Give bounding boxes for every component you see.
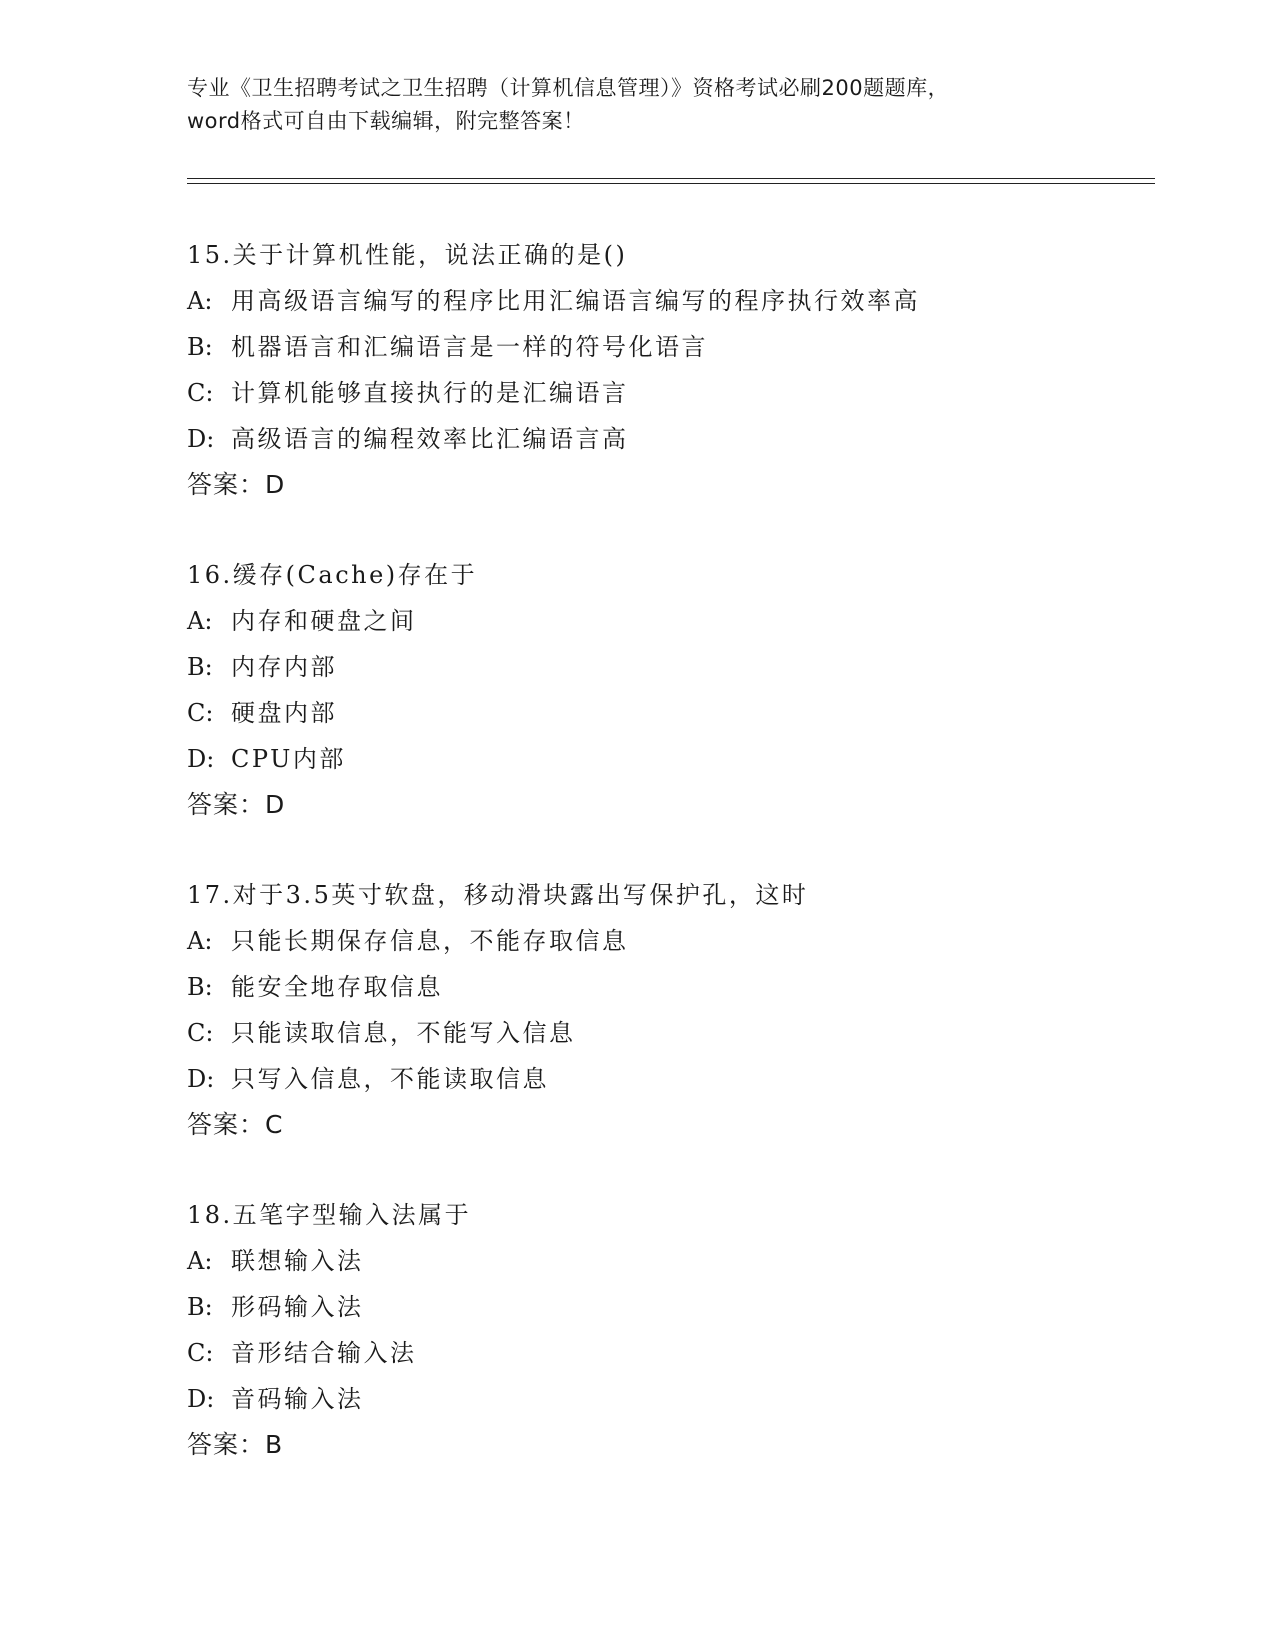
question-15 (187, 232, 1147, 508)
option-letter: B: (187, 653, 213, 681)
answer-label: 答案：D (187, 470, 286, 499)
question-17 (187, 872, 1147, 1148)
option-letter: A: (187, 607, 213, 635)
option-text: 内存和硬盘之间 (231, 607, 417, 635)
option-letter: C: (187, 699, 214, 727)
question-stem: 15.关于计算机性能，说法正确的是() (187, 241, 628, 269)
option-d (187, 1056, 1147, 1102)
option-a (187, 278, 1147, 324)
option-letter: A: (187, 287, 213, 315)
header-title-line-2: word格式可自由下载编辑，附完整答案！ (187, 109, 585, 133)
option-c (187, 370, 1147, 416)
option-letter: D: (187, 425, 215, 453)
option-text: 音码输入法 (231, 1385, 364, 1413)
document-header (187, 72, 1087, 138)
option-b (187, 324, 1147, 370)
option-text: 音形结合输入法 (231, 1339, 417, 1367)
option-c (187, 1330, 1147, 1376)
option-text: 联想输入法 (231, 1247, 364, 1275)
option-letter: D: (187, 1385, 215, 1413)
option-text: 形码输入法 (231, 1293, 364, 1321)
option-d (187, 736, 1147, 782)
option-a (187, 918, 1147, 964)
option-a (187, 1238, 1147, 1284)
option-text: 高级语言的编程效率比汇编语言高 (231, 425, 629, 453)
option-text: 计算机能够直接执行的是汇编语言 (231, 379, 629, 407)
option-text: 能安全地存取信息 (231, 973, 443, 1001)
option-text: 内存内部 (231, 653, 337, 681)
option-letter: D: (187, 1065, 215, 1093)
option-text: 机器语言和汇编语言是一样的符号化语言 (231, 333, 708, 361)
option-d (187, 416, 1147, 462)
option-letter: A: (187, 1247, 213, 1275)
option-letter: D: (187, 745, 215, 773)
header-title-line-1: 专业《卫生招聘考试之卫生招聘（计算机信息管理）》资格考试必刷200题题库， (187, 76, 950, 100)
header-divider-top (187, 178, 1155, 179)
option-c (187, 690, 1147, 736)
option-letter: C: (187, 1019, 214, 1047)
option-text: 只能长期保存信息，不能存取信息 (231, 927, 629, 955)
option-text: 只写入信息，不能读取信息 (231, 1065, 549, 1093)
option-b (187, 644, 1147, 690)
option-c (187, 1010, 1147, 1056)
option-letter: C: (187, 1339, 214, 1367)
option-d (187, 1376, 1147, 1422)
option-text: 只能读取信息，不能写入信息 (231, 1019, 576, 1047)
option-text: CPU内部 (231, 745, 346, 773)
option-letter: C: (187, 379, 214, 407)
option-a (187, 598, 1147, 644)
answer-label: 答案：B (187, 1430, 284, 1459)
answer-label: 答案：C (187, 1110, 284, 1139)
option-letter: B: (187, 973, 213, 1001)
header-divider-bottom (187, 183, 1155, 184)
option-b (187, 1284, 1147, 1330)
question-18 (187, 1192, 1147, 1468)
option-letter: B: (187, 333, 213, 361)
question-stem: 16.缓存(Cache)存在于 (187, 561, 478, 589)
option-text: 硬盘内部 (231, 699, 337, 727)
question-stem: 18.五笔字型输入法属于 (187, 1201, 472, 1229)
option-letter: A: (187, 927, 213, 955)
option-b (187, 964, 1147, 1010)
question-16 (187, 552, 1147, 828)
option-letter: B: (187, 1293, 213, 1321)
option-text: 用高级语言编写的程序比用汇编语言编写的程序执行效率高 (231, 287, 920, 315)
answer-label: 答案：D (187, 790, 286, 819)
question-stem: 17.对于3.5英寸软盘，移动滑块露出写保护孔，这时 (187, 881, 809, 909)
